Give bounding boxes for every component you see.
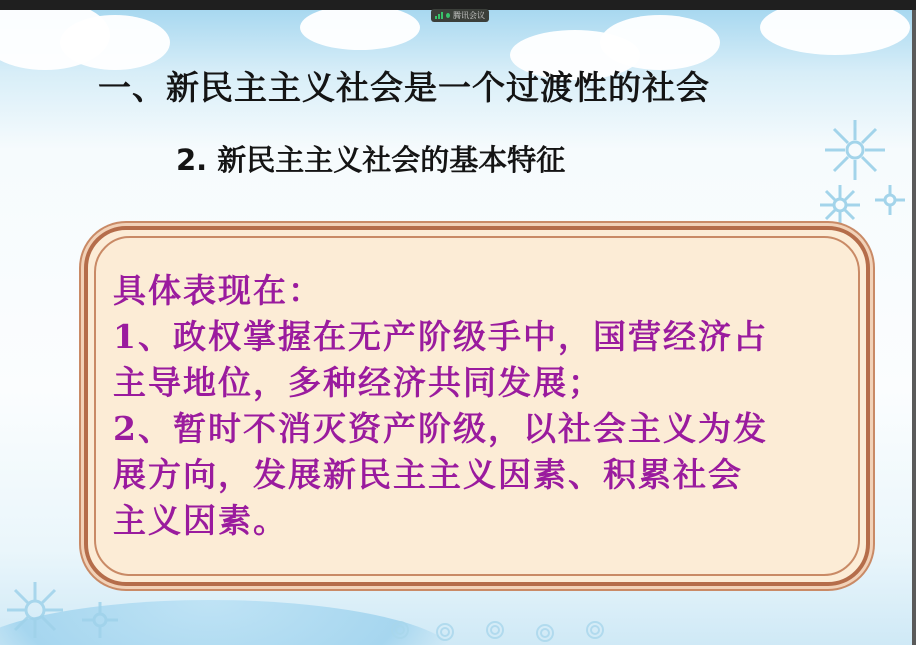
content-line-intro: 具体表现在： bbox=[113, 271, 323, 310]
meeting-label: 腾讯会议 bbox=[453, 10, 485, 20]
slide-main-heading: 一、新民主主义社会是一个过渡性的社会 bbox=[98, 68, 710, 107]
content-line: 主义因素。 bbox=[113, 501, 288, 540]
recording-dot-icon bbox=[446, 13, 450, 18]
content-line: 主导地位，多种经济共同发展； bbox=[113, 363, 603, 402]
flower-decoration-icon bbox=[800, 110, 910, 240]
signal-bars-icon bbox=[435, 12, 443, 19]
swirl-decoration-icon bbox=[380, 610, 640, 645]
slide-sub-heading: 2. 新民主主义社会的基本特征 bbox=[176, 143, 566, 177]
cloud-decoration bbox=[760, 10, 910, 55]
content-text bbox=[113, 268, 853, 544]
content-line: 1、政权掌握在无产阶级手中，国营经济占 bbox=[113, 317, 768, 356]
content-line: 展方向，发展新民主主义因素、积累社会 bbox=[113, 455, 743, 494]
window-edge bbox=[912, 10, 916, 645]
cloud-decoration bbox=[300, 10, 420, 50]
meeting-indicator[interactable] bbox=[431, 9, 489, 22]
content-line: 2、暂时不消灭资产阶级，以社会主义为发 bbox=[113, 409, 768, 448]
